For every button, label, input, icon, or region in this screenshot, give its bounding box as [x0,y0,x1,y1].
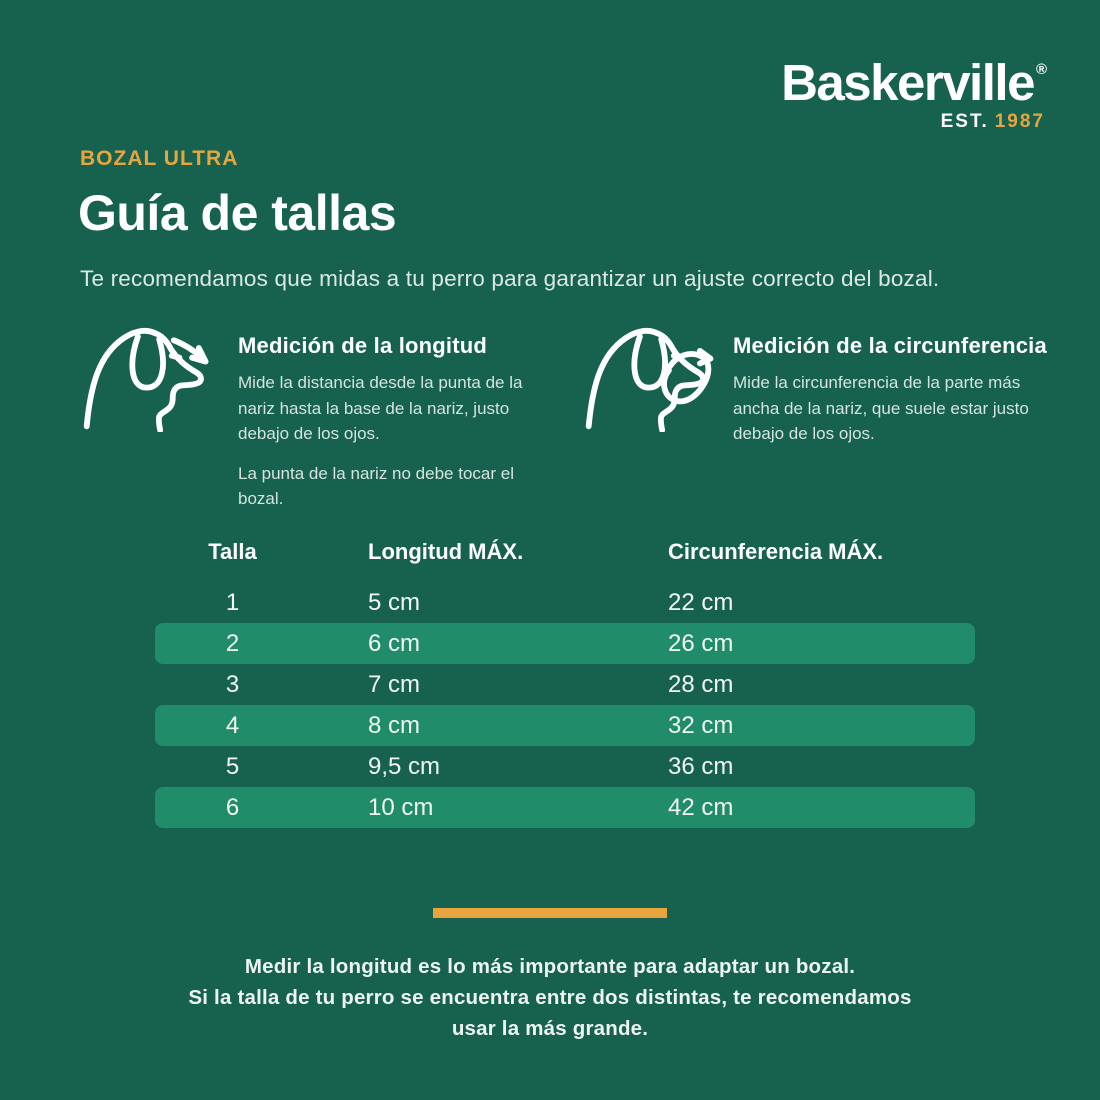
table-row [155,664,975,705]
est-label: EST. [940,110,989,132]
brand-logo [781,56,1045,133]
table-row [155,746,975,787]
length-measurement-note: La punta de la nariz no debe tocar el bozal. [238,463,514,508]
length-measurement-text: Mide la distancia desde la punta de la nariz hasta la base de la nariz, justo debajo de los ojos. [238,373,523,443]
page-title: Guía de tallas [78,185,397,241]
size-value: 3 [225,670,240,698]
circumference-value: 26 cm [668,629,734,657]
length-measurement-heading: Medición de la longitud [238,333,488,358]
size-value: 5 [225,752,240,780]
footer-note-line: usar la más grande. [451,1017,649,1040]
product-label: BOZAL ULTRA [80,147,239,170]
circumference-measurement-heading: Medición de la circunferencia [733,333,1047,358]
size-table-header [155,537,975,567]
footer-note-line: Si la talla de tu perro se encuentra entre dos distintas, te recomendamos [188,986,912,1009]
dog-head-circumference-loop-icon [580,322,725,432]
length-value: 7 cm [368,670,421,698]
column-header-circunferencia: Circunferencia MÁX. [668,539,884,564]
registered-trademark-icon: ® [1035,61,1047,78]
footer-note [0,951,1100,1044]
circumference-value: 42 cm [668,793,734,821]
length-value: 6 cm [368,629,421,657]
size-table-body [155,582,975,828]
circumference-value: 22 cm [668,588,734,616]
size-value: 1 [225,588,240,616]
circumference-measurement-section [733,333,1048,461]
table-row [155,582,975,623]
table-row [155,705,975,746]
page-subtitle: Te recomendamos que midas a tu perro para garantizar un ajuste correcto del bozal. [80,266,940,291]
column-header-talla: Talla [208,539,257,564]
footer-note-line: Medir la longitud es lo más importante para adaptar un bozal. [244,955,856,978]
brand-established-line [781,111,1045,133]
accent-divider [433,908,667,918]
circumference-value: 32 cm [668,711,734,739]
size-value: 4 [225,711,240,739]
circumference-value: 36 cm [668,752,734,780]
brand-wordmark [781,56,1045,110]
est-year: 1987 [994,110,1045,132]
dog-head-length-arrow-icon [78,322,223,432]
length-value: 10 cm [368,793,434,821]
length-value: 9,5 cm [368,752,441,780]
table-row [155,623,975,664]
size-value: 6 [225,793,240,821]
length-value: 5 cm [368,588,421,616]
size-value: 2 [225,629,240,657]
length-measurement-section [238,333,538,526]
circumference-value: 28 cm [668,670,734,698]
brand-name: Baskerville [781,54,1034,111]
table-row [155,787,975,828]
circumference-measurement-text: Mide la circunferencia de la parte más ancha de la nariz, que suele estar justo debajo de los ojos. [733,373,1029,443]
column-header-longitud: Longitud MÁX. [368,539,524,564]
length-value: 8 cm [368,711,421,739]
